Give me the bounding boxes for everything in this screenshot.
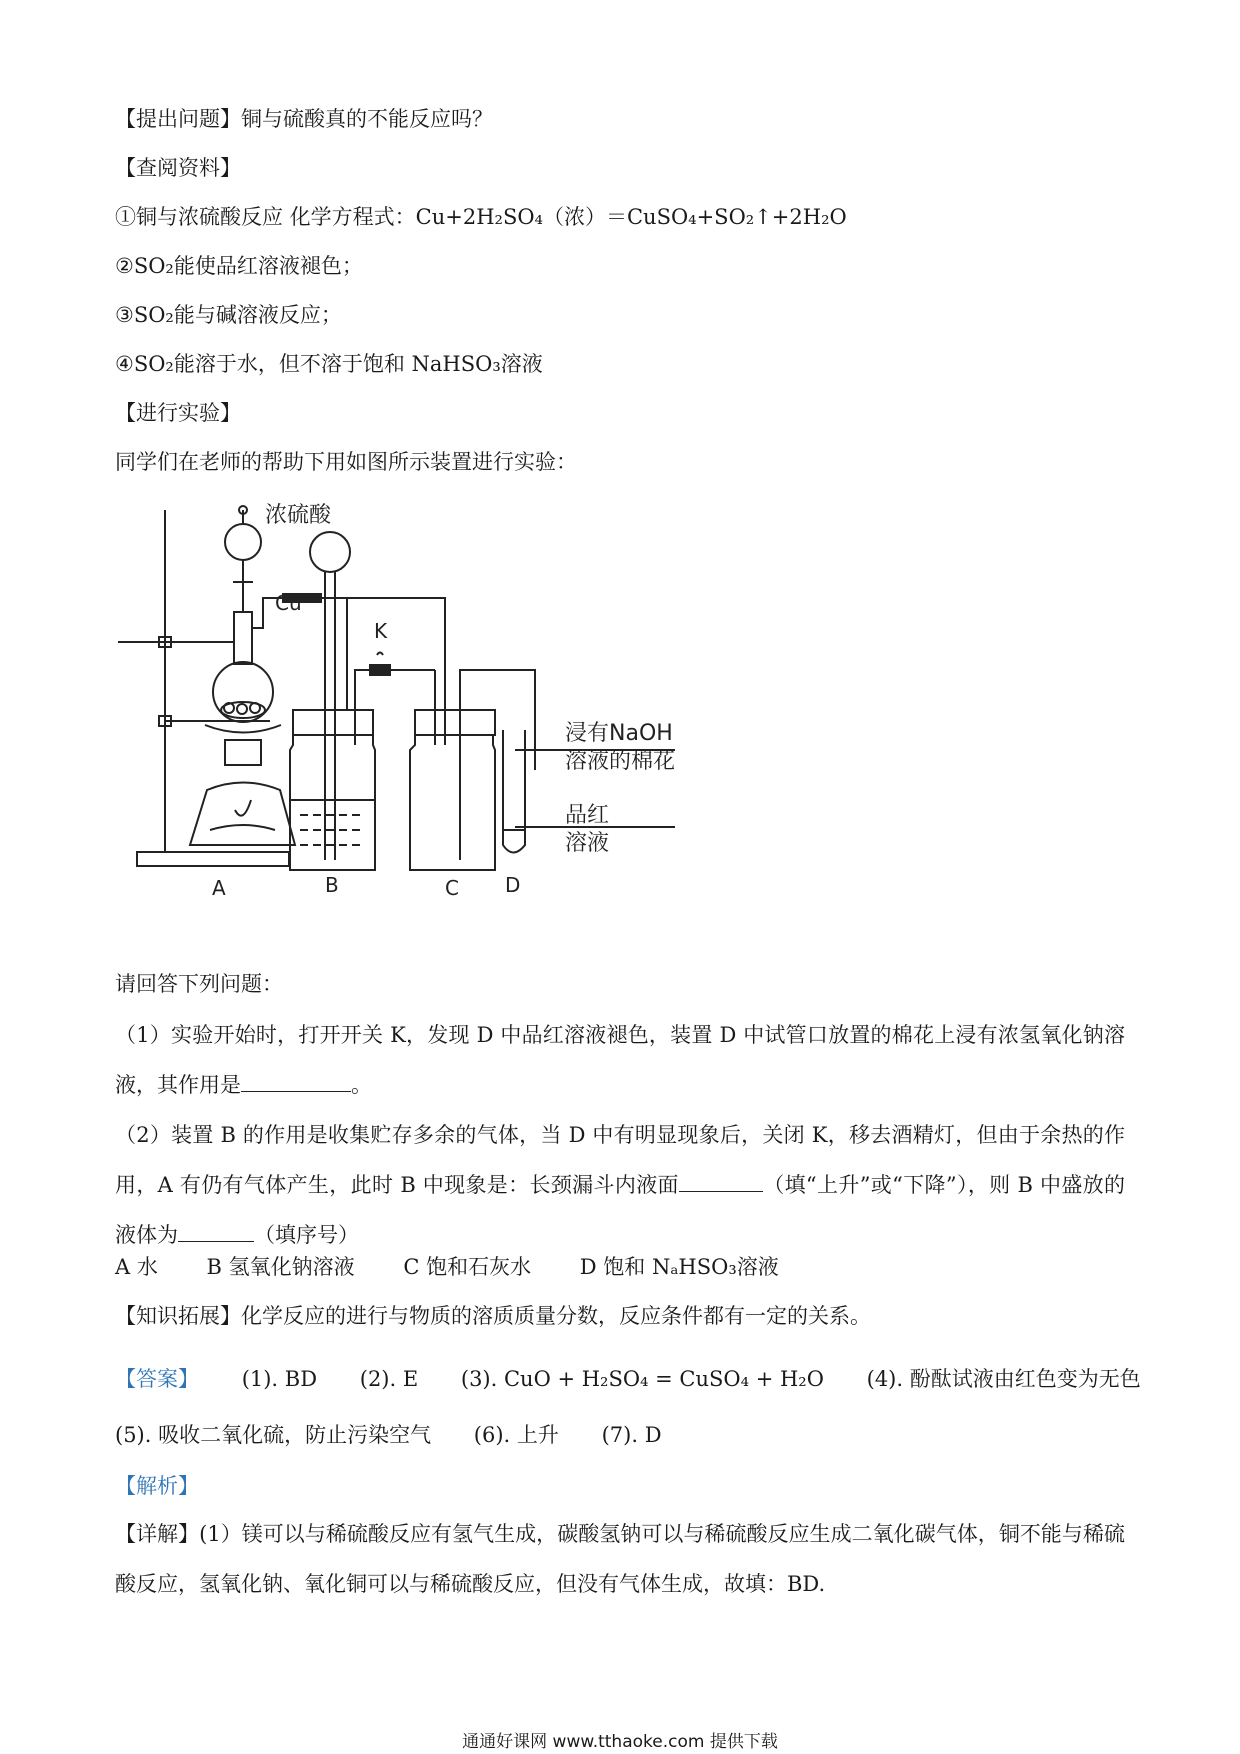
answer-7: (7). D bbox=[601, 1423, 662, 1447]
answer-blank-2[interactable] bbox=[679, 1171, 763, 1192]
options-row bbox=[115, 1252, 821, 1282]
label-acid: 浓硫酸 bbox=[265, 503, 332, 528]
materials-heading: 【查阅资料】 bbox=[115, 156, 241, 180]
option-b: B 氢氧化钠溶液 bbox=[206, 1255, 355, 1279]
label-cotton-2: 溶液的棉花 bbox=[565, 749, 676, 774]
question-2-mid: （填“上升”或“下降”），则 B 中盛放的液体为 bbox=[115, 1173, 1125, 1247]
questions-prompt: 请回答下列问题： bbox=[115, 972, 283, 996]
answer-3: (3). CuO + H₂SO₄ = CuSO₄ + H₂O bbox=[460, 1367, 824, 1391]
answer-label: 【答案】 bbox=[115, 1367, 199, 1391]
option-a: A 水 bbox=[115, 1255, 158, 1279]
question-2-text: （2）装置 B 的作用是收集贮存多余的气体，当 D 中有明显现象后，关闭 K，移去酒精灯，但由于余热的作用，A 有仍有气体产生，此时 B 中现象是：长颈漏斗内液面 bbox=[115, 1123, 1125, 1197]
label-cotton-1: 浸有NaOH bbox=[565, 721, 673, 746]
question-1-text: （1）实验开始时，打开开关 K，发现 D 中品红溶液褪色，装置 D 中试管口放置的棉花上浸有浓氢氧化钠溶液，其作用是 bbox=[115, 1023, 1125, 1097]
answer-row-2 bbox=[115, 1420, 698, 1450]
answer-row-1 bbox=[115, 1364, 1177, 1394]
label-k: K bbox=[374, 619, 388, 643]
label-b: B bbox=[325, 873, 339, 897]
answer-1: (1). BD bbox=[241, 1367, 318, 1391]
question-heading: 【提出问题】铜与硫酸真的不能反应吗？ bbox=[115, 107, 493, 131]
label-a: A bbox=[212, 876, 226, 900]
material-2: ②SO₂能使品红溶液褪色； bbox=[115, 254, 363, 278]
answer-blank-1[interactable] bbox=[241, 1071, 351, 1092]
analysis-label: 【解析】 bbox=[115, 1474, 199, 1498]
material-1: ①铜与浓硫酸反应 化学方程式：Cu+2H₂SO₄（浓）＝CuSO₄+SO₂↑+2H₂O bbox=[115, 205, 847, 229]
question-1 bbox=[115, 1010, 1125, 1110]
apparatus-figure bbox=[115, 500, 765, 910]
knowledge-extension: 【知识拓展】化学反应的进行与物质的溶质质量分数，反应条件都有一定的关系。 bbox=[115, 1304, 871, 1328]
analysis-detail: 【详解】(1）镁可以与稀硫酸反应有氢气生成，碳酸氢钠可以与稀硫酸反应生成二氧化碳气体，铜不能与稀硫酸反应，氢氧化钠、氧化铜可以与稀硫酸反应，但没有气体生成，故填：BD. bbox=[115, 1522, 1125, 1596]
answer-blank-3[interactable] bbox=[178, 1221, 254, 1242]
question-2-end: （填序号） bbox=[254, 1223, 359, 1247]
experiment-heading: 【进行实验】 bbox=[115, 401, 241, 425]
answer-6: (6). 上升 bbox=[473, 1423, 559, 1447]
label-c: C bbox=[445, 876, 459, 900]
option-d: D 饱和 NₐHSO₃溶液 bbox=[579, 1255, 779, 1279]
label-pinkred-1: 品红 bbox=[565, 803, 610, 828]
question-2 bbox=[115, 1110, 1125, 1260]
answer-2: (2). E bbox=[359, 1367, 419, 1391]
answer-5: (5). 吸收二氧化硫，防止污染空气 bbox=[115, 1423, 432, 1447]
label-pinkred-2: 溶液 bbox=[565, 831, 610, 856]
material-4: ④SO₂能溶于水，但不溶于饱和 NaHSO₃溶液 bbox=[115, 352, 543, 376]
question-1-end: 。 bbox=[351, 1073, 372, 1097]
answer-4: (4). 酚酞试液由红色变为无色 bbox=[866, 1367, 1141, 1391]
footer: 通通好课网 www.tthaoke.com 提供下载 bbox=[462, 1732, 778, 1752]
material-3: ③SO₂能与碱溶液反应； bbox=[115, 303, 342, 327]
option-c: C 饱和石灰水 bbox=[403, 1255, 532, 1279]
label-d: D bbox=[505, 873, 521, 897]
experiment-text: 同学们在老师的帮助下用如图所示装置进行实验： bbox=[115, 450, 577, 474]
label-cu: Cu bbox=[275, 591, 302, 615]
